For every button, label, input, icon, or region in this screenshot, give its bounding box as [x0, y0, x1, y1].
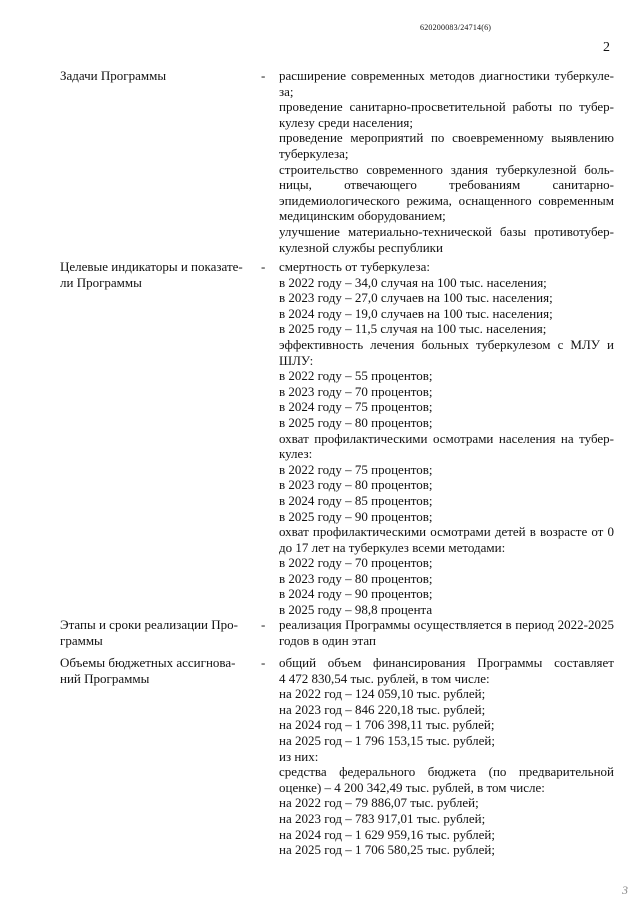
value-line: в 2023 году – 80 процентов; [279, 477, 433, 493]
value-line: в 2024 году – 90 процентов; [279, 586, 433, 602]
value-line: расширение современных методов диагностики туберкуле- [279, 68, 614, 83]
value-line: в 2025 году – 11,5 случая на 100 тыс. населения; [279, 321, 547, 337]
section-label [60, 655, 250, 686]
value-line: проведение мероприятий по своевременному выявлению [279, 130, 614, 146]
value-line: на 2024 год – 1 629 959,16 тыс. рублей; [279, 826, 495, 842]
value-line: в 2022 году – 75 процентов; [279, 461, 433, 477]
value-line: в 2022 году – 55 процентов; [279, 368, 433, 384]
section-value [279, 68, 614, 255]
value-line: 4 472 830,54 тыс. рублей, в том числе: [279, 670, 490, 686]
section-label-line: ний Программы [60, 670, 150, 686]
value-line: ницы, отвечающего требованиям санитарно- [279, 177, 614, 193]
value-line: оценке) – 4 200 342,49 тыс. рублей, в том числе: [279, 779, 545, 795]
value-line: проведение санитарно-просветительной работы по тубер- [279, 99, 614, 115]
value-line: в 2024 году – 19,0 случаев на 100 тыс. населения; [279, 305, 553, 321]
value-line: в 2022 году – 70 процентов; [279, 555, 433, 571]
value-line: на 2022 год – 79 886,07 тыс. рублей; [279, 795, 479, 811]
value-line: в 2024 году – 75 процентов; [279, 399, 433, 415]
value-line: кулезу среди населения; [279, 114, 413, 130]
value-line: в 2025 году – 90 процентов; [279, 508, 433, 524]
value-line: ШЛУ: [279, 352, 314, 368]
value-line: средства федерального бюджета (по предварительной [279, 764, 614, 780]
section-label-line: Объемы бюджетных ассигнова- [60, 655, 236, 670]
value-line: до 17 лет на туберкулез всеми методами: [279, 539, 506, 555]
value-line: общий объем финансирования Программы составляет [279, 655, 614, 670]
value-line: эпидемиологического режима, оснащенного современным [279, 192, 614, 208]
list-dash: - [261, 617, 266, 632]
value-line: туберкулеза; [279, 145, 349, 161]
value-line: за; [279, 83, 294, 99]
value-line: охват профилактическими осмотрами детей в возрасте от 0 [279, 524, 614, 540]
corner-mark: 3 [622, 883, 628, 897]
document-number: 620200083/24714(6) [420, 23, 492, 32]
value-line: в 2024 году – 85 процентов; [279, 492, 433, 508]
section-value [279, 259, 614, 618]
value-line: на 2024 год – 1 706 398,11 тыс. рублей; [279, 717, 495, 733]
value-line: кулез: [279, 446, 313, 462]
section-label-line: Этапы и сроки реализации Про- [60, 617, 238, 632]
value-line: на 2025 год – 1 706 580,25 тыс. рублей; [279, 842, 495, 858]
value-line: в 2025 году – 98,8 процента [279, 602, 433, 618]
section-value [279, 617, 614, 648]
value-line: годов в один этап [279, 632, 376, 648]
value-line: в 2023 году – 27,0 случаев на 100 тыс. населения; [279, 290, 553, 306]
value-line: охват профилактическими осмотрами населения на тубер- [279, 430, 614, 446]
value-line: из них: [279, 748, 319, 764]
value-line: на 2023 год – 846 220,18 тыс. рублей; [279, 701, 486, 717]
value-line: смертность от туберкулеза: [279, 259, 430, 274]
value-line: медицинским оборудованием; [279, 208, 446, 224]
section-label [60, 617, 250, 648]
value-line: улучшение материально-технической базы противотубер- [279, 223, 614, 239]
value-line: на 2025 год – 1 796 153,15 тыс. рублей; [279, 732, 495, 748]
value-line: реализация Программы осуществляется в период 2022-2025 [279, 617, 614, 632]
value-line: в 2023 году – 70 процентов; [279, 383, 433, 399]
list-dash: - [261, 655, 266, 670]
value-line: на 2023 год – 783 917,01 тыс. рублей; [279, 810, 486, 826]
section-label-line: ли Программы [60, 274, 142, 290]
value-line: кулезной службы республики [279, 239, 443, 255]
section-label-line: Задачи Программы [60, 68, 167, 83]
value-line: в 2023 году – 80 процентов; [279, 570, 433, 586]
page-number: 2 [603, 40, 610, 55]
list-dash: - [261, 259, 266, 274]
value-line: в 2025 году – 80 процентов; [279, 414, 433, 430]
section-label-line: граммы [60, 632, 103, 648]
section-value [279, 655, 614, 858]
section-label-line: Целевые индикаторы и показате- [60, 259, 243, 274]
value-line: строительство современного здания туберкулезной боль- [279, 161, 614, 177]
section-label [60, 259, 250, 290]
value-line: на 2022 год – 124 059,10 тыс. рублей; [279, 686, 486, 702]
value-line: в 2022 году – 34,0 случая на 100 тыс. населения; [279, 274, 547, 290]
value-line: эффективность лечения больных туберкулезом с МЛУ и [279, 336, 614, 352]
list-dash: - [261, 68, 266, 83]
section-label [60, 68, 250, 84]
